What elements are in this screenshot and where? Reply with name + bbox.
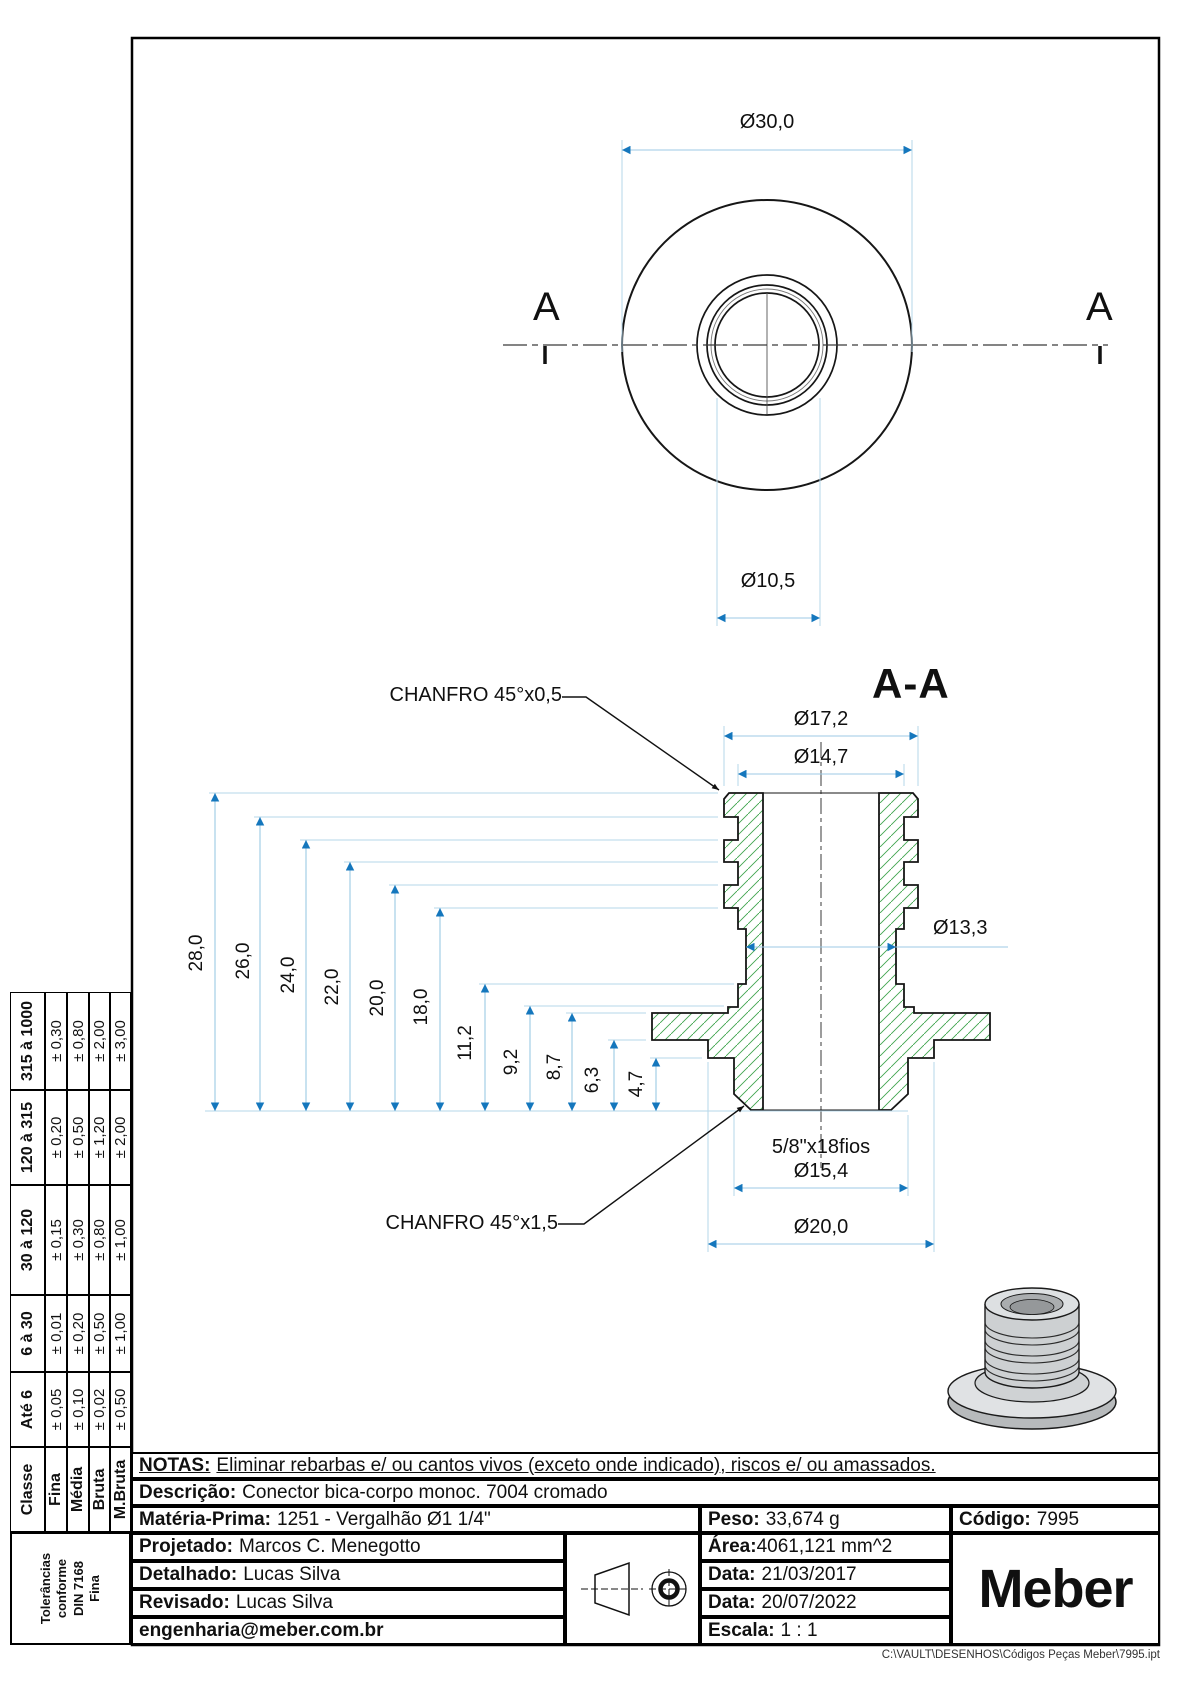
reviewer-cell [131, 1589, 565, 1617]
tol-value: ± 0,50 [110, 1372, 131, 1447]
tol-value: ± 0,80 [89, 1185, 110, 1295]
tolerance-caption-line: conforme [54, 1558, 70, 1619]
date1-cell [700, 1561, 951, 1589]
projection-symbol-cell [565, 1533, 700, 1645]
designer-label: Projetado: [139, 1536, 233, 1557]
material-value: 1251 - Vergalhão Ø1 1/4" [277, 1508, 491, 1530]
date1-value: 21/03/2017 [761, 1564, 857, 1585]
dim-height-6-3: 6,3 [582, 1066, 603, 1094]
dim-d17: Ø17,2 [793, 708, 849, 730]
scale-label: Escala: [708, 1620, 775, 1641]
weight-label: Peso: [708, 1508, 760, 1530]
tol-value: ± 2,00 [89, 992, 110, 1090]
dim-thread: 5/8"x18fios [771, 1136, 871, 1158]
tol-header: 120 à 315 [10, 1090, 45, 1185]
detailer-value: Lucas Silva [243, 1564, 341, 1585]
tol-value: ± 0,80 [67, 992, 89, 1090]
part-3d-render [945, 1252, 1123, 1442]
chamfer-top-note: CHANFRO 45°x0,5 [389, 684, 562, 706]
date2-label: Data: [708, 1592, 756, 1613]
description-value: Conector bica-corpo monoc. 7004 cromado [242, 1481, 608, 1503]
tol-value: ± 0,50 [89, 1295, 110, 1372]
tolerance-caption-line: Fina [86, 1575, 102, 1602]
weight-cell [700, 1506, 951, 1533]
dim-d15: Ø15,4 [793, 1160, 849, 1182]
dim-height-4-7: 4,7 [626, 1070, 647, 1098]
designer-value: Marcos C. Menegotto [238, 1536, 421, 1557]
tol-value: ± 0,20 [67, 1295, 89, 1372]
email-cell [131, 1617, 565, 1645]
tol-row-label: M.Bruta [110, 1447, 131, 1532]
tol-value: ± 0,30 [67, 1185, 89, 1295]
tol-header: 6 à 30 [10, 1295, 45, 1372]
description-label: Descrição: [139, 1481, 237, 1503]
code-cell [951, 1506, 1160, 1533]
tol-value: ± 0,15 [45, 1185, 67, 1295]
scale-cell [700, 1617, 951, 1645]
tol-value: ± 0,20 [45, 1090, 67, 1185]
company-logo [951, 1533, 1160, 1645]
section-title: A-A [872, 660, 950, 707]
material-cell [131, 1506, 700, 1533]
chamfer-bottom-note: CHANFRO 45°x1,5 [385, 1212, 558, 1234]
detailer-label: Detalhado: [139, 1564, 238, 1585]
area-value: 4061,121 mm^2 [756, 1536, 893, 1557]
notes-label: NOTAS: [139, 1454, 211, 1476]
reviewer-value: Lucas Silva [235, 1592, 333, 1613]
top-view [503, 140, 1108, 626]
description-row [131, 1479, 1160, 1506]
email-value: engenharia@meber.com.br [139, 1620, 384, 1641]
tol-row-label: Bruta [89, 1447, 110, 1532]
tol-value: ± 3,00 [110, 992, 131, 1090]
company-logo-text: Meber [978, 1559, 1133, 1619]
weight-value: 33,674 g [765, 1508, 840, 1530]
tol-value: ± 1,00 [110, 1185, 131, 1295]
date2-value: 20/07/2022 [761, 1592, 857, 1613]
dim-height-20: 20,0 [367, 979, 388, 1017]
tolerance-table [10, 992, 131, 1645]
dim-height-8-7: 8,7 [544, 1053, 565, 1081]
dim-height-28: 28,0 [186, 934, 207, 972]
section-letter-left: A [533, 285, 560, 329]
file-path: C:\VAULT\DESENHOS\Códigos Peças Meber\7995.ipt [881, 1649, 1160, 1661]
notes-row [131, 1452, 1160, 1479]
material-label: Matéria-Prima: [139, 1508, 271, 1530]
dim-height-22: 22,0 [322, 968, 343, 1006]
tolerance-caption-line: DIN 7168 [70, 1561, 86, 1616]
code-value: 7995 [1036, 1508, 1080, 1530]
tol-value: ± 0,05 [45, 1372, 67, 1447]
dim-height-11-2: 11,2 [455, 1025, 476, 1061]
area-cell [700, 1533, 951, 1561]
dim-height-9-2: 9,2 [501, 1048, 522, 1076]
scale-value: 1 : 1 [780, 1620, 818, 1641]
detailer-cell [131, 1561, 565, 1589]
area-label: Área: [708, 1536, 757, 1557]
date1-label: Data: [708, 1564, 756, 1585]
tol-value: ± 0,01 [45, 1295, 67, 1372]
notes-text: Eliminar rebarbas e/ ou cantos vivos (exceto onde indicado), riscos e/ ou amassados. [216, 1454, 936, 1476]
tolerance-caption [10, 1532, 131, 1645]
code-label: Código: [959, 1508, 1031, 1530]
section-view [652, 742, 990, 1168]
tol-value: ± 1,20 [89, 1090, 110, 1185]
tol-header: 315 à 1000 [10, 992, 45, 1090]
dim-height-24: 24,0 [278, 956, 299, 994]
tol-header: Classe [10, 1447, 45, 1532]
dim-d20: Ø20,0 [793, 1216, 849, 1238]
dim-outer-diameter: Ø30,0 [739, 111, 795, 133]
reviewer-label: Revisado: [139, 1592, 230, 1613]
tol-header: 30 à 120 [10, 1185, 45, 1295]
tolerance-grid [10, 992, 131, 1532]
tol-row-label: Fina [45, 1447, 67, 1532]
dim-d13: Ø13,3 [933, 917, 988, 939]
tol-header: Até 6 [10, 1372, 45, 1447]
dim-d14: Ø14,7 [793, 746, 849, 768]
tolerance-caption-line: Tolerâncias [38, 1552, 53, 1625]
dim-height-26: 26,0 [233, 942, 254, 980]
dim-height-18: 18,0 [411, 988, 432, 1026]
tol-value: ± 0,10 [67, 1372, 89, 1447]
tol-value: ± 0,02 [89, 1372, 110, 1447]
date2-cell [700, 1589, 951, 1617]
tol-row-label: Média [67, 1447, 89, 1532]
tol-value: ± 0,50 [67, 1090, 89, 1185]
tol-value: ± 1,00 [110, 1295, 131, 1372]
first-angle-projection-icon [567, 1535, 698, 1643]
designer-cell [131, 1533, 565, 1561]
dim-hole-diameter: Ø10,5 [740, 570, 796, 592]
tol-value: ± 0,30 [45, 992, 67, 1090]
tol-value: ± 2,00 [110, 1090, 131, 1185]
section-letter-right: A [1086, 285, 1113, 329]
